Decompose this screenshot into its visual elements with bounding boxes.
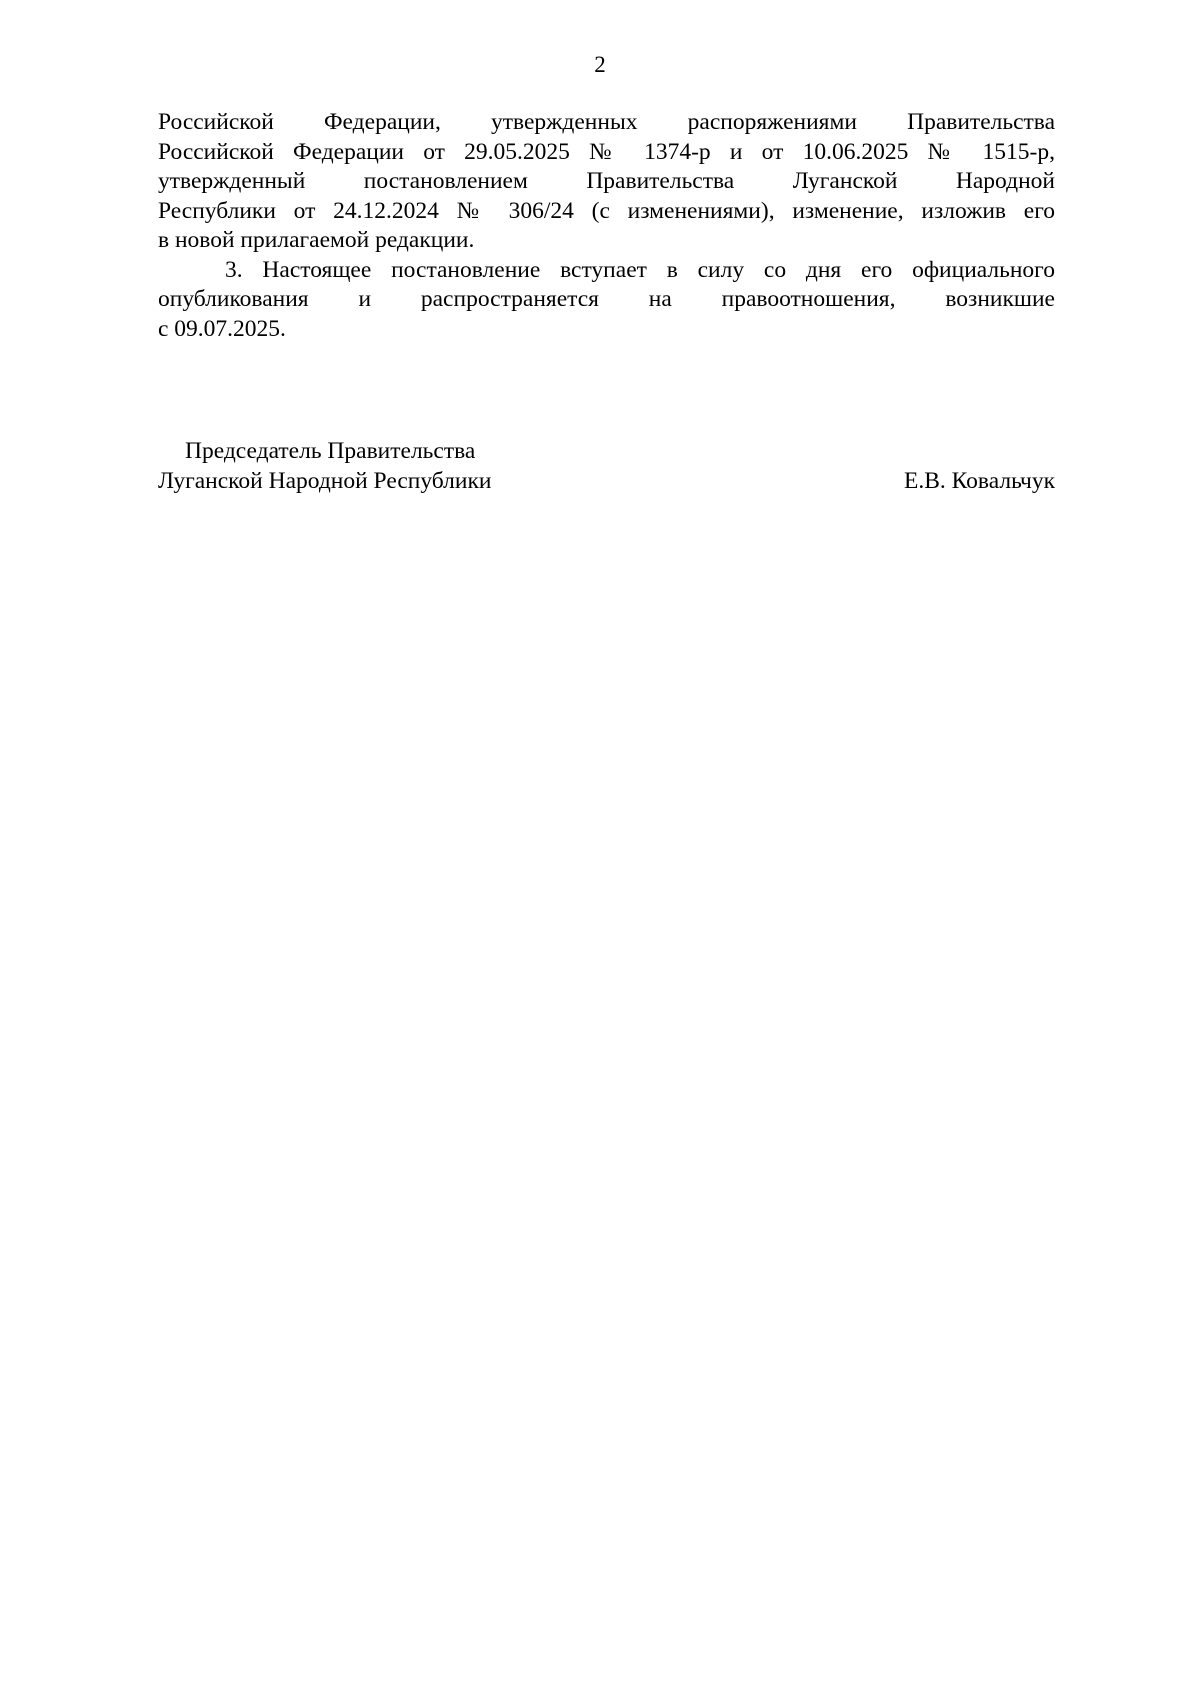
page-number: 2 [594, 52, 606, 77]
text-line: опубликования и распространяется на правоотношения, возникшие [158, 286, 1055, 312]
paragraph-3 [158, 256, 1055, 345]
signatory-name: Е.В. Ковальчук [904, 468, 1055, 494]
signature-block [158, 436, 1055, 496]
text-line: Республики от 24.12.2024 № 306/24 (с изменениями), изменение, изложив его [158, 197, 1055, 224]
text-line: 3. Настоящее постановление вступает в силу со дня его официального [225, 256, 1055, 283]
paragraph-continuation [158, 108, 1055, 256]
signatory-title-line1: Председатель Правительства [185, 438, 476, 464]
text-line: Российской Федерации, утвержденных распоряжениями Правительства [158, 109, 1055, 135]
signatory-title-line2: Луганской Народной Республики [158, 468, 492, 494]
text-line: в новой прилагаемой редакции. [158, 227, 475, 253]
text-line: с 09.07.2025. [158, 315, 286, 342]
text-line: Российской Федерации от 29.05.2025 № 1374-р и от 10.06.2025 № 1515-р, [158, 138, 1055, 165]
document-body [158, 108, 1055, 344]
text-line: утвержденный постановлением Правительства Луганской Народной [158, 168, 1055, 194]
